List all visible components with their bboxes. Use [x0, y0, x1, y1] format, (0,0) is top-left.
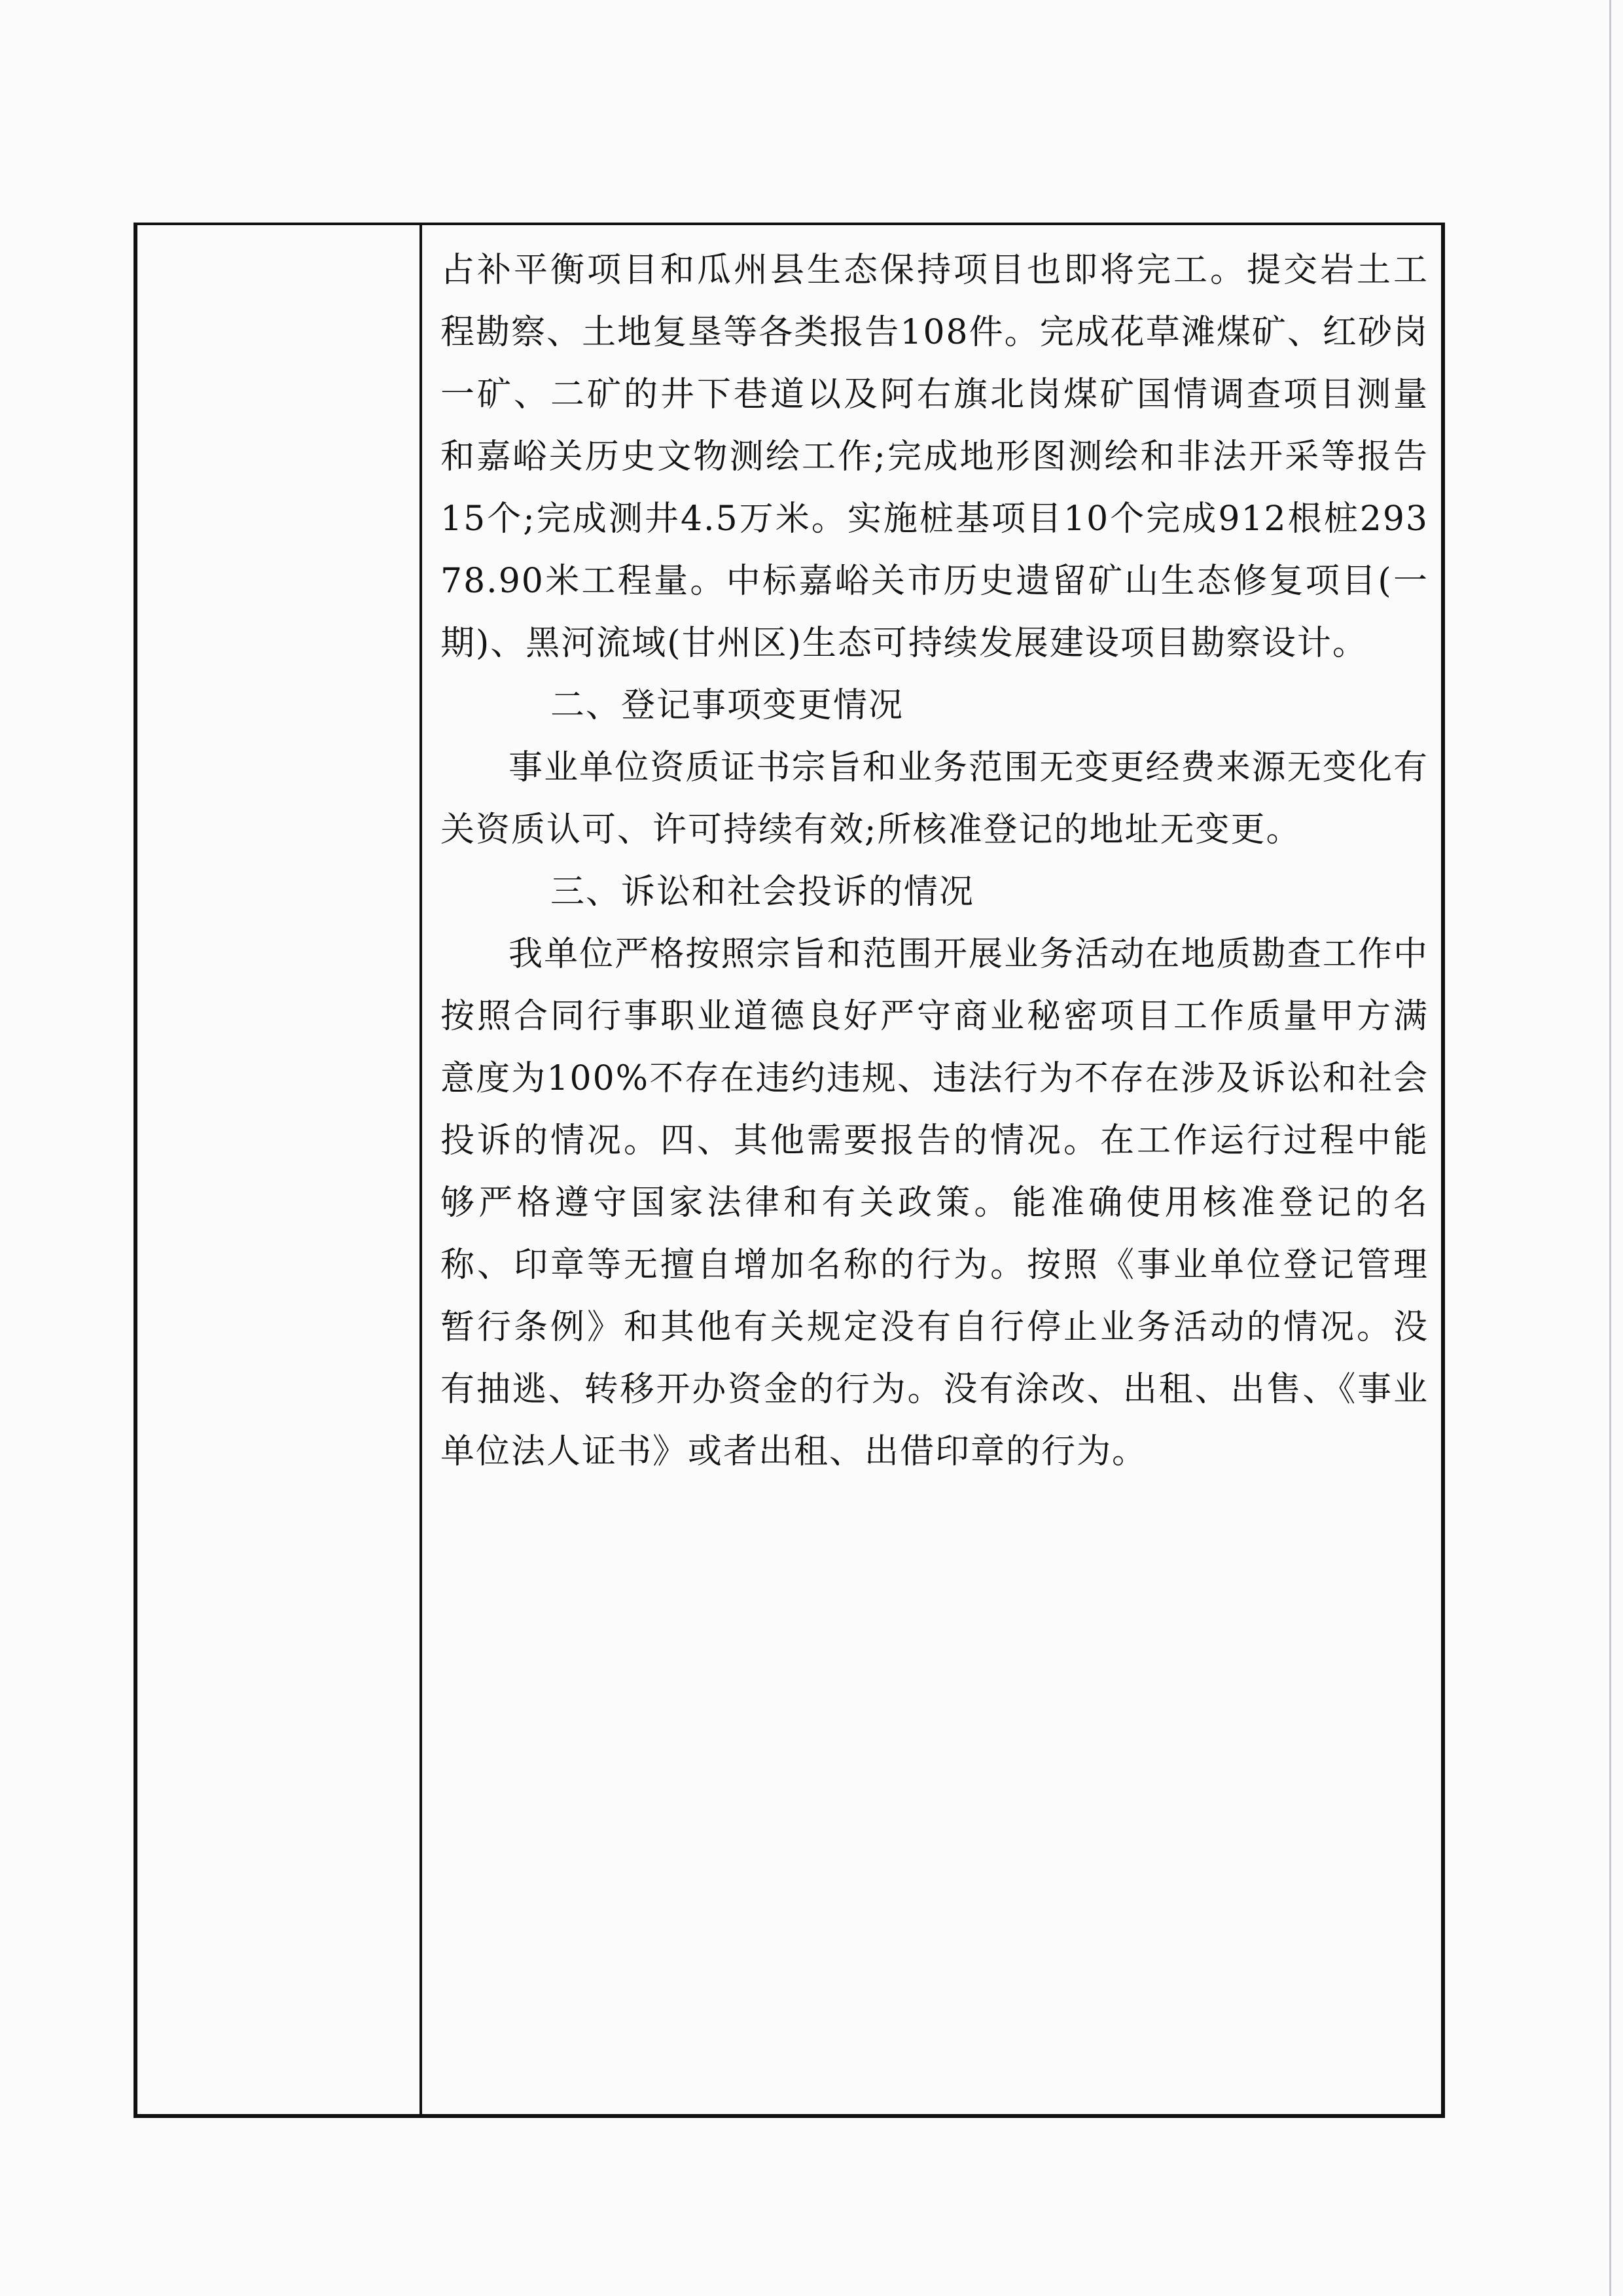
report-form-table — [134, 223, 1445, 2118]
section-heading-litigation: 三、诉讼和社会投诉的情况 — [550, 872, 975, 912]
section-heading-registration-changes: 二、登记事项变更情况 — [550, 686, 904, 725]
litigation-paragraph: 我单位严格按照宗旨和范围开展业务活动在地质勘查工作中按照合同行事职业道德良好严守商业秘密项目工作质量甲方满意度为100%不存在违约违规、违法行为不存在涉及诉讼和社会投诉的情况。四、其他需要报告的情况。在工作运行过程中能够严格遵守国家法律和有关政策。能准确使用核准登记的名称、印章等无擅自增加名称的行为。按照《事业单位登记管理暂行条例》和其他有关规定没有自行停止业务活动的情况。没有抽逃、转移开办资金的行为。没有涂改、出租、出售、《事业单位法人证书》或者出租、出借印章的行为。 — [440, 935, 1429, 1471]
registration-changes-paragraph: 事业单位资质证书宗旨和业务范围无变更经费来源无变化有关资质认可、许可持续有效;所核准登记的地址无变更。 — [440, 748, 1429, 850]
report-content-cell — [440, 240, 1429, 1483]
scan-edge-line — [1609, 0, 1611, 2296]
column-divider — [419, 225, 422, 2114]
work-summary-paragraph: 占补平衡项目和瓜州县生态保持项目也即将完工。提交岩土工程勘察、土地复垦等各类报告108件。完成花草滩煤矿、红砂岗一矿、二矿的井下巷道以及阿右旗北岗煤矿国情调查项目测量和嘉峪关历史文物测绘工作;完成地形图测绘和非法开采等报告15个;完成测井4.5万米。实施桩基项目10个完成912根桩29378.90米工程量。中标嘉峪关市历史遗留矿山生态修复项目(一期)、黑河流域(甘州区)生态可持续发展建设项目勘察设计。 — [440, 251, 1429, 663]
